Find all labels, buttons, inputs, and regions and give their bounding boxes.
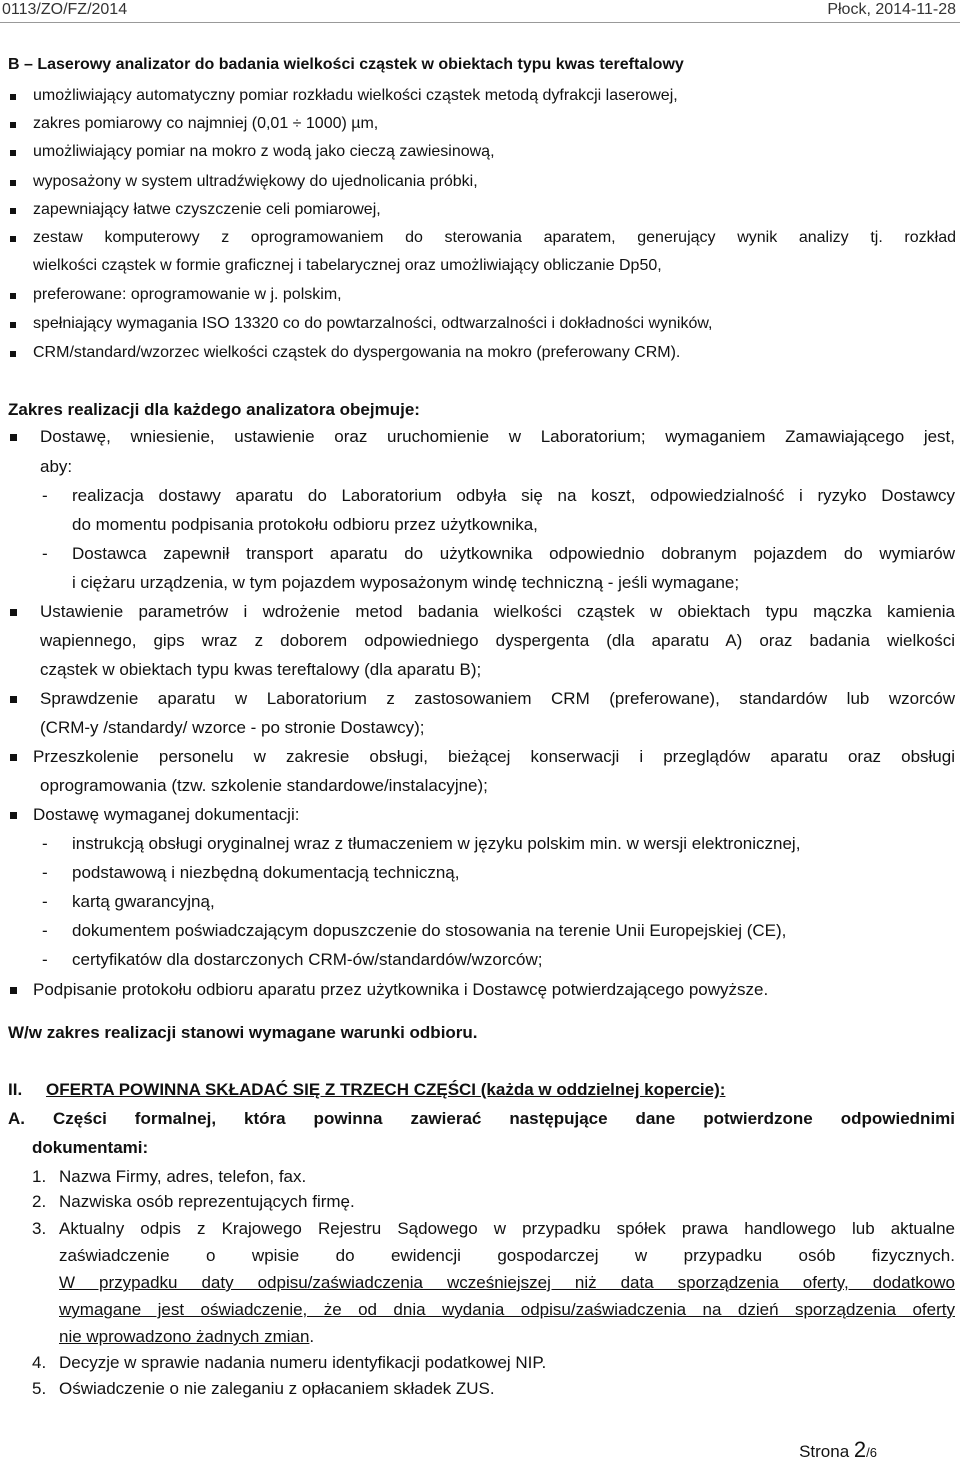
list-item: preferowane: oprogramowanie w j. polskim, [33, 286, 342, 303]
section-ii-title: OFERTA POWINNA SKŁADAĆ SIĘ Z TRZECH CZĘŚCI (każda w oddzielnej kopercie): [46, 1080, 726, 1099]
bullet-icon [10, 94, 16, 100]
list-number: 5. [32, 1379, 47, 1398]
bullet-icon [10, 812, 17, 819]
scope-item-continuation: cząstek w obiektach typu kwas tereftalowy (dla aparatu B); [40, 660, 482, 679]
list-item: zapewniający łatwe czyszczenie celi pomiarowej, [33, 201, 381, 218]
bullet-icon [10, 322, 16, 328]
section-b-title: B – Laserowy analizator do badania wielkości cząstek w obiektach typu kwas tereftalowy [8, 56, 684, 73]
total-pages: 6 [869, 1445, 877, 1460]
dash-marker: - [42, 863, 48, 882]
scope-item-continuation: (CRM-y /standardy/ wzorce - po stronie Dostawcy); [40, 718, 425, 737]
list-item: CRM/standard/wzorzec wielkości cząstek do dyspergowania na mokro (preferowany CRM). [33, 344, 681, 361]
scope-item-continuation: aby: [40, 457, 73, 476]
list-item-underlined: W przypadku daty odpisu/zaświadczenia wcześniejszej niż data sporządzenia oferty, dodatkowo [59, 1273, 955, 1292]
acceptance-conditions: W/w zakres realizacji stanowi wymagane warunki odbioru. [8, 1023, 478, 1042]
sub-item: realizacja dostawy aparatu do Laboratorium odbyła się na koszt, odpowiedzialność i ryzyko Dostawcy [72, 486, 955, 505]
bullet-icon [10, 754, 17, 761]
bullet-icon [10, 150, 16, 156]
bullet-icon [10, 609, 17, 616]
bullet-icon [10, 180, 16, 186]
sub-item: kartą gwarancyjną, [72, 892, 215, 911]
sub-item-continuation: do momentu podpisania protokołu odbioru przez użytkownika, [72, 515, 538, 534]
dash-marker: - [42, 892, 48, 911]
scope-item-continuation: oprogramowania (tzw. szkolenie standardowe/instalacyjne); [40, 776, 488, 795]
list-item-underlined-end [59, 1327, 314, 1347]
scope-item-continuation: wapiennego, gips wraz z doborem odpowiedniego dyspergenta (dla aparatu A) oraz badania wielkości [40, 631, 955, 650]
dash-marker: - [42, 950, 48, 969]
list-item: zakres pomiarowy co najmniej (0,01 ÷ 1000) µm, [33, 115, 379, 132]
list-item: spełniający wymagania ISO 13320 co do powtarzalności, odtwarzalności i dokładności wyników, [33, 315, 713, 332]
scope-item-documentation: Dostawę wymaganej dokumentacji: [33, 805, 300, 824]
sub-item: dokumentem poświadczającym dopuszczenie do stosowania na terenie Unii Europejskiej (CE), [72, 921, 787, 940]
document-number: 0113/ZO/FZ/2014 [2, 1, 128, 18]
section-number: II. [8, 1080, 23, 1099]
list-item-continuation: zaświadczenie o wpisie do ewidencji gospodarczej w przypadku osób fizycznych. [59, 1246, 955, 1265]
dash-marker: - [42, 921, 48, 940]
page-number [799, 1437, 877, 1463]
list-number: 4. [32, 1353, 47, 1372]
dash-marker: - [42, 544, 48, 563]
scope-item-training: Przeszkolenie personelu w zakresie obsługi, bieżącej konserwacji i przeglądów aparatu oraz obsługi [33, 747, 955, 766]
document-date: Płock, 2014-11-28 [827, 1, 956, 18]
list-item: Nazwa Firmy, adres, telefon, fax. [59, 1167, 307, 1186]
list-item: umożliwiający pomiar na mokro z wodą jako cieczą zawiesinową, [33, 143, 495, 160]
header-divider [0, 22, 960, 23]
sub-item: podstawową i niezbędną dokumentacją techniczną, [72, 863, 460, 882]
scope-item-protocol: Podpisanie protokołu odbioru aparatu przez użytkownika i Dostawcę potwierdzającego powyższe. [33, 980, 769, 999]
bullet-icon [10, 236, 16, 242]
scope-item-parameters: Ustawienie parametrów i wdrożenie metod badania wielkości cząstek w obiektach typu mączka kamienia [40, 602, 955, 621]
part-a-heading-continuation: dokumentami: [32, 1138, 149, 1157]
underlined-text: nie wprowadzono żadnych zmian [59, 1327, 310, 1346]
list-item: zestaw komputerowy z oprogramowaniem do sterowania aparatem, generujący wynik analizy tj. rozkład [33, 229, 956, 246]
list-number: 2. [32, 1192, 47, 1211]
bullet-icon [10, 293, 16, 299]
period: . [309, 1327, 315, 1346]
list-item: Nazwiska osób reprezentujących firmę. [59, 1192, 355, 1211]
list-item: wyposażony w system ultradźwiękowy do ujednolicania próbki, [33, 173, 478, 190]
dash-marker: - [42, 486, 48, 505]
sub-item-continuation: i ciężaru urządzenia, w tym pojazdem wyposażonym windę techniczną - jeśli wymagane; [72, 573, 740, 592]
bullet-icon [10, 351, 16, 357]
sub-item: certyfikatów dla dostarczonych CRM-ów/standardów/wzorców; [72, 950, 543, 969]
dash-marker: - [42, 834, 48, 853]
part-a-heading: A. Części formalnej, która powinna zawierać następujące dane potwierdzone odpowiednimi [8, 1109, 955, 1128]
list-item-continuation: wielkości cząstek w formie graficznej i tabelarycznej oraz umożliwiający obliczanie Dp50, [33, 257, 662, 274]
bullet-icon [10, 122, 16, 128]
list-number: 3. [32, 1219, 47, 1238]
list-item: Aktualny odpis z Krajowego Rejestru Sądowego w przypadku spółek prawa handlowego lub aktualne [59, 1219, 955, 1238]
bullet-icon [10, 696, 17, 703]
list-item: Oświadczenie o nie zaleganiu z opłacaniem składek ZUS. [59, 1379, 495, 1398]
sub-item: Dostawca zapewnił transport aparatu do użytkownika odpowiednio dobranym pojazdem do wymiarów [72, 544, 955, 563]
list-item-underlined: wymagane jest oświadczenie, że od dnia wydania odpisu/zaświadczenia na dzień sporządzenia oferty [59, 1300, 955, 1319]
bullet-icon [10, 208, 16, 214]
list-item: umożliwiający automatyczny pomiar rozkładu wielkości cząstek metodą dyfrakcji laserowej, [33, 87, 678, 104]
scope-title: Zakres realizacji dla każdego analizatora obejmuje: [8, 400, 420, 419]
bullet-icon [10, 987, 17, 994]
list-number: 1. [32, 1167, 47, 1186]
page-label: Strona [799, 1442, 854, 1461]
list-item: Decyzje w sprawie nadania numeru identyfikacji podatkowej NIP. [59, 1353, 547, 1372]
scope-item-delivery: Dostawę, wniesienie, ustawienie oraz uruchomienie w Laboratorium; wymaganiem Zamawiającego jest, [40, 427, 955, 446]
current-page: 2 [853, 1437, 867, 1462]
bullet-icon [10, 434, 17, 441]
page-header [0, 0, 960, 22]
sub-item: instrukcją obsługi oryginalnej wraz z tłumaczeniem w języku polskim min. w wersji elektronicznej, [72, 834, 801, 853]
page-separator: / [866, 1445, 870, 1460]
scope-item-verification: Sprawdzenie aparatu w Laboratorium z zastosowaniem CRM (preferowane), standardów lub wzorców [40, 689, 955, 708]
